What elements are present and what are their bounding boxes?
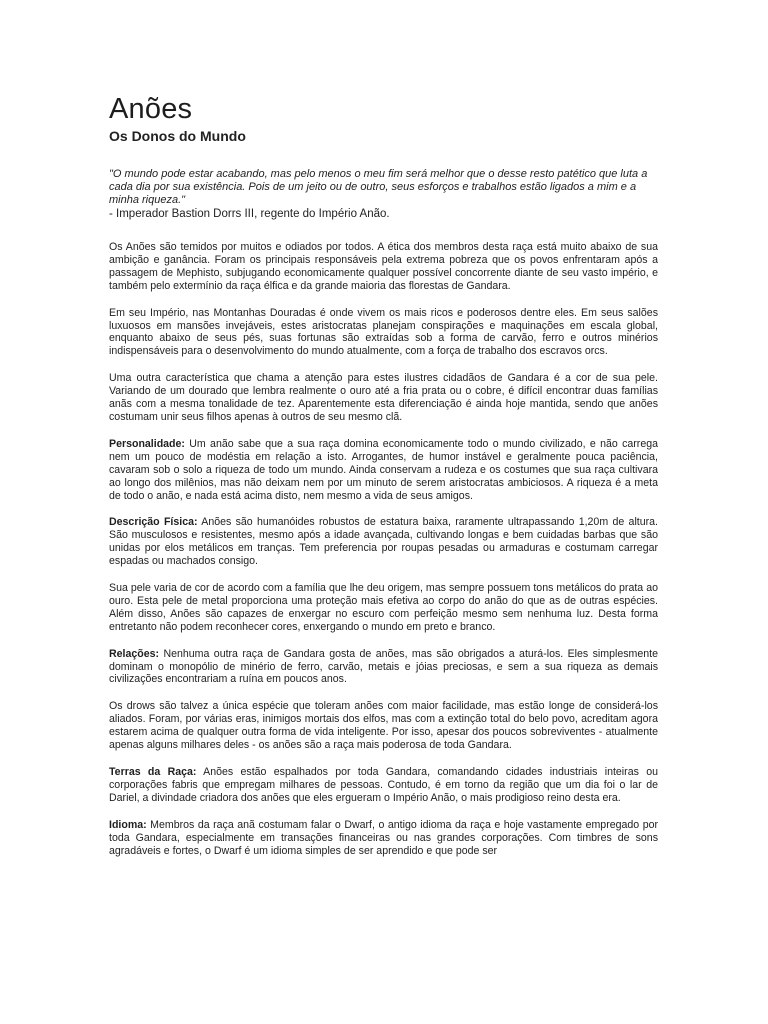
paragraph-terras-da-raca — [109, 766, 658, 805]
paragraph — [109, 700, 658, 752]
paragraph-text: Anões estão espalhados por toda Gandara, comandando cidades industriais inteiras ou corporações fabris que empregam milhares de pessoas. Contudo, é em torno da região que um dia foi o lar de Dariel, a divindade criadora dos anões que eles ergueram o Império Anão, o mais prodigioso reino desta era. — [109, 766, 658, 804]
paragraph-label: Terras da Raça: — [109, 766, 197, 778]
paragraph-text: Membros da raça anã costumam falar o Dwarf, o antigo idioma da raça e hoje vastamente empregado por toda Gandara, especialmente em transações financeiras ou nas grandes corporações. Com timbres de sons agradáveis e fortes, o Dwarf é um idioma simples de ser aprendido e que pode ser — [109, 818, 658, 857]
paragraph-label: Descrição Física: — [109, 516, 198, 529]
paragraph-personalidade — [109, 438, 658, 503]
paragraph-text: Anões são humanóides robustos de estatura baixa, raramente ultrapassando 1,20m de altura. São musculosos e resistentes, mesmo após a idade avançada, cultivando longas e bem cuidadas barbas que são unidas por elos metálicos em tranças. Tem preferencia por roupas pesadas ou armaduras e costumam carregar espadas ou machados consigo. — [109, 516, 658, 568]
epigraph-quote: "O mundo pode estar acabando, mas pelo menos o meu fim será melhor que o desse resto patético que luta a cada dia por sua existência. Pois de um jeito ou de outro, seus esforços e trabalhos estão ligados a mim e a minha riqueza." — [109, 168, 648, 206]
paragraph — [109, 372, 658, 424]
epigraph-author: - Imperador Bastion Dorrs III, regente do Império Anão. — [109, 208, 390, 220]
paragraph-idioma — [109, 819, 658, 858]
paragraph-label: Idioma: — [109, 818, 147, 831]
paragraph-descricao-fisica — [109, 516, 658, 568]
paragraph-text: Em seu Império, nas Montanhas Douradas é onde vivem os mais ricos e poderosos dentre eles. Em seus salões luxuosos em mansões invejáveis, estes aristocratas planejam conspirações e maquinações em escala global, enquanto abaixo de seus pés, suas fortunas são extraídas sob a forma de carvão, ferro e outros minérios indispensáveis para o desenvolvimento do mundo atualmente, com a força de trabalho dos escravos orcs. — [109, 306, 658, 358]
paragraph-text: Os Anões são temidos por muitos e odiados por todos. A ética dos membros desta raça está muito abaixo de sua ambição e ganância. Foram os principais responsáveis pela extrema pobreza que os povos enfrentaram após a passagem de Mephisto, subjugando economicamente qualquer possível concorrente diante de seu vasto império, e também pelo extermínio da raça élfica e da grande maioria das florestas de Gandara. — [109, 241, 658, 292]
paragraph-text: Sua pele varia de cor de acordo com a família que lhe deu origem, mas sempre possuem tons metálicos do prata ao ouro. Esta pele de metal proporciona uma proteção mais efetiva ao corpo do anão do que as de outras espécies. Além disso, Anões são capazes de enxergar no escuro com perfeição mesmo sem nenhuma luz. Desta forma entretanto não podem reconhecer cores, enxergando o mundo em preto e branco. — [109, 582, 658, 633]
page-subtitle: Os Donos do Mundo — [109, 128, 246, 144]
paragraph-text: Nenhuma outra raça de Gandara gosta de anões, mas são obrigados a aturá-los. Eles simplesmente dominam o monopólio de minério de ferro, carvão, metais e jóias preciosas, e sem a sua riqueza as demais civilizações encontrariam a ruína em poucos anos. — [109, 647, 658, 686]
page-title: Anões — [109, 93, 193, 125]
document-content — [109, 92, 658, 871]
paragraph — [109, 307, 658, 359]
paragraph-label: Personalidade: — [109, 437, 185, 450]
paragraph-label: Relações: — [109, 647, 160, 660]
paragraph-text: Uma outra característica que chama a atenção para estes ilustres cidadãos de Gandara é a cor de sua pele. Variando de um dourado que lembra realmente o ouro até a fria prata ou o cobre, é difícil encontrar duas famílias anãs com a mesma tonalidade de tez. Aparentemente esta diferenciação é ainda hoje mantida, sendo que anões costumam unir seus filhos apenas à outros de seu mesmo clã. — [109, 372, 658, 423]
paragraph-text: Um anão sabe que a sua raça domina economicamente todo o mundo civilizado, e não carrega nem um pouco de modéstia em relação a isto. Arrogantes, de humor instável e geralmente pouca paciência, cavaram sob o solo a riqueza de todo um mundo. Ainda conservam a rudeza e os costumes que sua raça cultivara ao longo dos milênios, mas não deixam nem por um minuto de serem aristocratas ambiciosos. A riqueza é a meta de todo o anão, e nada está acima disto, nem mesmo a vida de seus amigos. — [109, 437, 658, 502]
paragraph — [109, 582, 658, 634]
paragraph — [109, 241, 658, 293]
paragraph-relacoes — [109, 648, 658, 687]
paragraph-text: Os drows são talvez a única espécie que toleram anões com maior facilidade, mas estão longe de considerá-los aliados. Foram, por várias eras, inimigos mortais dos elfos, mas com a extinção total do belo povo, acreditam agora estarem acima de qualquer outra forma de vida inteligente. Por isso, apesar dos poucos sobreviventes - atualmente apenas alguns milhares deles - os anões são a raça mais poderosa de toda Gandara. — [109, 700, 658, 752]
